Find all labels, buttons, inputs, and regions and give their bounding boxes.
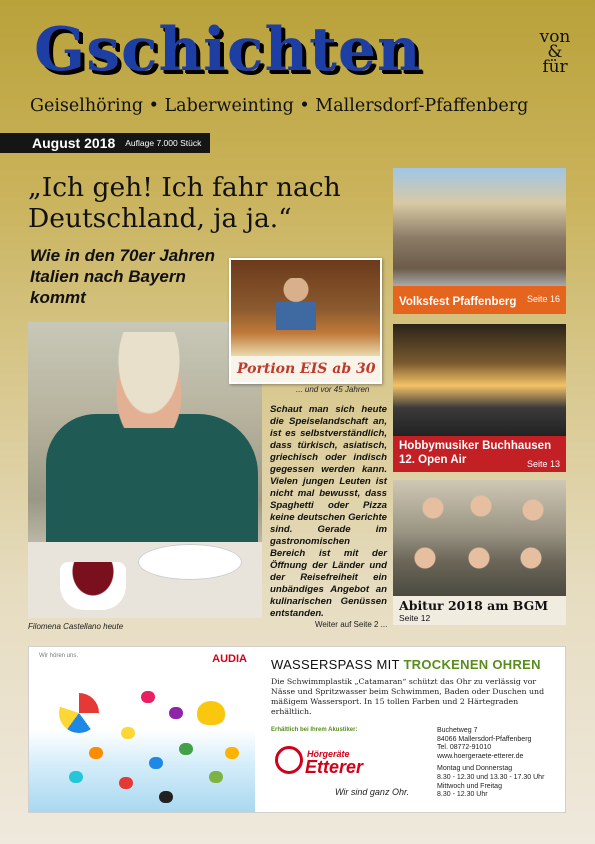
ad-address-city: 84066 Mallersdorf-Pfaffenberg <box>437 735 532 743</box>
teaser-volksfest-title: Volksfest Pfaffenberg <box>399 296 517 308</box>
ad-phone: Tel. 08772-91010 <box>437 744 492 752</box>
ad-slogan: Wir hören uns. <box>39 653 79 659</box>
ad-hours-times-1: 8.30 - 12.30 und 13.30 - 17.30 Uhr <box>437 773 545 781</box>
photo-cup <box>60 562 126 610</box>
ad-headline-part2: TROCKENEN OHREN <box>403 657 541 672</box>
logo-suffix <box>535 27 575 77</box>
teaser-abitur-photo <box>393 480 566 596</box>
ad-headline-part1: WASSERSPASS MIT <box>271 657 400 672</box>
earplug-icon <box>119 777 133 789</box>
teaser-abitur-faces <box>403 488 556 588</box>
rubber-duck-icon <box>197 701 225 725</box>
photo-person-head <box>110 332 188 428</box>
magazine-logo: Gschichten <box>34 15 422 85</box>
teaser-abitur-page: Seite 12 <box>399 613 431 623</box>
earplug-icon <box>121 727 135 739</box>
logo-suffix-and: & <box>547 42 563 62</box>
lead-headline: „Ich geh! Ich fahr nach Deutschland, ja ja.“ <box>28 172 341 234</box>
earplug-icon <box>69 771 83 783</box>
teaser-volksfest-page: Seite 16 <box>526 294 560 304</box>
lead-photo-main <box>28 322 262 618</box>
archive-photo-caption: ... und vor 45 Jahren <box>296 385 370 394</box>
teaser-open-air-title: Hobbymusiker Buchhausen 12. Open Air <box>399 440 552 466</box>
earplug-icon <box>89 747 103 759</box>
teaser-abitur-title: Abitur 2018 am BGM <box>399 598 549 613</box>
teaser-volksfest[interactable] <box>393 168 566 314</box>
teaser-open-air[interactable] <box>393 324 566 472</box>
teaser-open-air-bar <box>393 436 566 472</box>
ad-address-street: Buchetweg 7 <box>437 727 478 734</box>
ad-text-panel <box>261 647 565 812</box>
ad-shop-logo-name: Etterer <box>305 757 364 777</box>
issue-month: August 2018 <box>32 135 116 151</box>
ad-shop-logo-top: Hörgeräte <box>307 749 350 759</box>
ad-body-text: Die Schwimmplastik „Catamaran“ schützt das Ohr zu verlässig vor Nässe und Spritzwasser beim Schwimmen, Baden oder Duschen und mäßigem Wassersport. In 15 tollen Farben und 2 Härtegraden erhältlich. <box>271 677 545 716</box>
teaser-open-air-photo <box>393 324 566 436</box>
earplug-icon <box>141 691 155 703</box>
ad-contact <box>437 727 563 800</box>
advertisement[interactable] <box>28 646 566 813</box>
teaser-abitur-bar <box>393 596 566 625</box>
teaser-volksfest-photo <box>393 168 566 286</box>
ad-hours-times-2: 8.30 - 12.30 Uhr <box>437 791 488 799</box>
lead-photo-archive <box>229 258 382 384</box>
teaser-abitur[interactable] <box>393 480 566 625</box>
issue-date-bar <box>0 133 210 153</box>
earplug-icon <box>159 791 173 803</box>
archive-photo-person <box>276 278 316 330</box>
ad-hours-days-2: Mittwoch und Freitag <box>437 782 502 790</box>
lead-body-text: Schaut man sich heute die Speiselandschaft an, ist es selbstverständlich, dass türkisch, asiatisch, griechisch oder indisch gegessen werden kann. Vielen jungen Leuten ist nicht mal bewusst, dass Spaghetti oder Pizza keine deutschen Gerichte sind. Gerade im gastronomischen Bereich ist mit der Öffnung der Länder und der Reisefreiheit ein unbändiges Angebot an kulinarischen Genüssen entstanden. <box>270 404 387 619</box>
teaser-volksfest-bar <box>393 286 566 314</box>
circulation: Auflage 7.000 Stück <box>125 138 202 148</box>
ad-website[interactable]: www.hoergeraete-etterer.de <box>437 752 524 760</box>
towns-line: Geiselhöring • Laberweinting • Mallersdorf-Pfaffenberg <box>30 96 529 116</box>
ad-brand-logo: AUDIA <box>212 653 247 665</box>
teaser-open-air-page: Seite 13 <box>526 459 560 469</box>
logo-suffix-von: von <box>539 27 571 47</box>
earplug-icon <box>179 743 193 755</box>
ad-tagline: Wir sind ganz Ohr. <box>335 787 410 797</box>
photo-plate <box>138 544 242 580</box>
ad-headline <box>271 657 541 672</box>
beach-ball-icon <box>59 693 99 733</box>
ad-availability: Erhältlich bei Ihrem Akustiker: <box>271 727 358 733</box>
archive-photo-sign: Portion EIS ab 30 <box>231 356 382 384</box>
ear-logo-icon <box>275 746 303 774</box>
ad-image <box>29 647 255 812</box>
logo-suffix-fuer: für <box>542 57 568 77</box>
continue-link[interactable]: Weiter auf Seite 2 ... <box>315 620 388 629</box>
masthead <box>0 0 595 130</box>
earplug-icon <box>149 757 163 769</box>
earplug-icon <box>209 771 223 783</box>
main-photo-caption: Filomena Castellano heute <box>28 622 124 631</box>
earplug-icon <box>225 747 239 759</box>
lead-subheadline: Wie in den 70er Jahren Italien nach Bayern kommt <box>30 246 216 307</box>
ad-hours-days-1: Montag und Donnerstag <box>437 765 513 773</box>
earplug-icon <box>169 707 183 719</box>
